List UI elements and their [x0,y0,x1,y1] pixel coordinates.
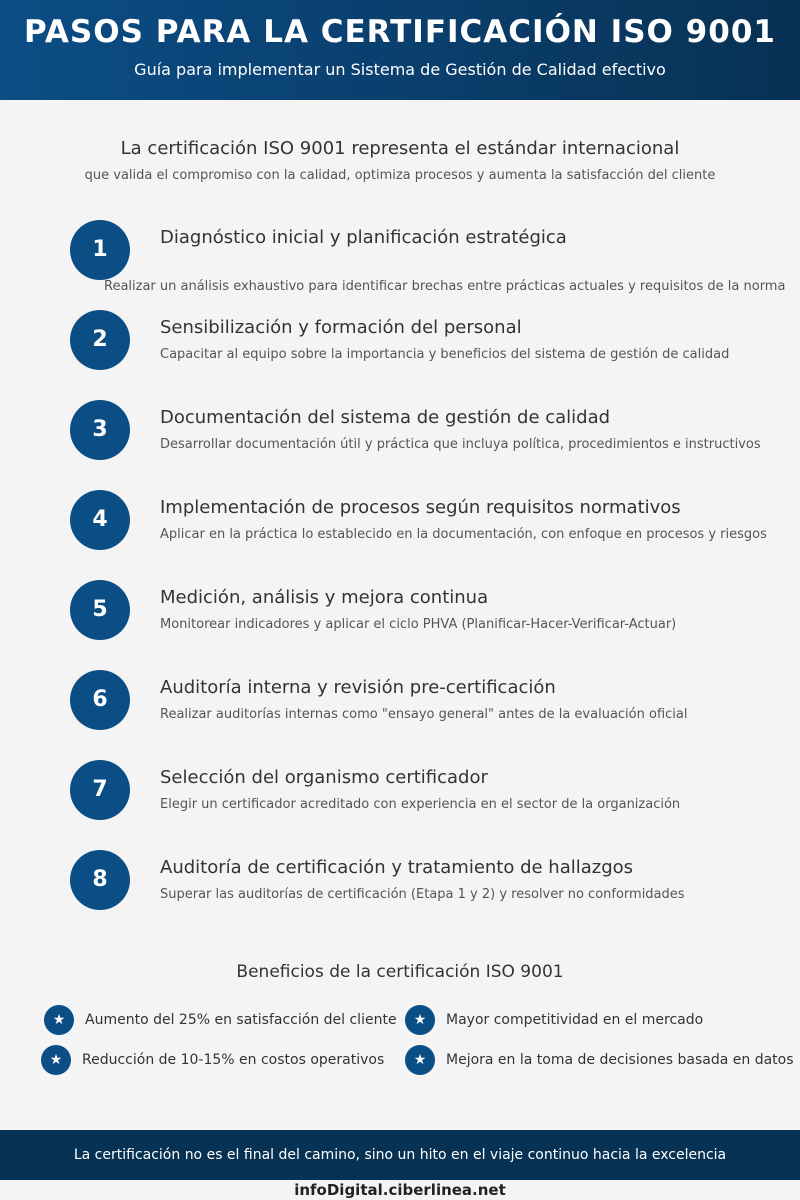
footer-banner: La certificación no es el final del camino, sino un hito en el viaje continuo hacia la excelencia [0,1130,800,1180]
step-description: Capacitar al equipo sobre la importancia y beneficios del sistema de gestión de calidad [160,347,730,362]
step-description: Desarrollar documentación útil y práctica que incluya política, procedimientos e instructivos [160,437,761,452]
step-title: Documentación del sistema de gestión de calidad [160,407,611,428]
star-icon: ★ [44,1005,74,1035]
benefit-text: Mayor competitividad en el mercado [446,1012,704,1028]
step-3 [0,400,800,480]
step-number-badge: 8 [70,850,130,910]
star-icon: ★ [405,1045,435,1075]
page-title: PASOS PARA LA CERTIFICACIÓN ISO 9001 [24,14,776,50]
step-description: Aplicar en la práctica lo establecido en la documentación, con enfoque en procesos y riesgos [160,527,767,542]
site-credit: infoDigital.ciberlinea.net [294,1181,506,1199]
step-title: Auditoría interna y revisión pre-certificación [160,677,556,698]
step-title: Selección del organismo certificador [160,767,488,788]
step-description: Monitorear indicadores y aplicar el ciclo PHVA (Planificar-Hacer-Verificar-Actuar) [160,617,677,632]
star-icon: ★ [41,1045,71,1075]
header-banner [0,0,800,100]
intro-heading: La certificación ISO 9001 representa el estándar internacional [120,138,680,159]
step-number-badge: 7 [70,760,130,820]
step-number-badge: 3 [70,400,130,460]
step-number-badge: 4 [70,490,130,550]
step-number-badge: 1 [70,220,130,280]
step-description: Superar las auditorías de certificación (Etapa 1 y 2) y resolver no conformidades [160,887,685,902]
step-description: Realizar un análisis exhaustivo para identificar brechas entre prácticas actuales y requisitos de la norma [104,279,786,294]
step-title: Auditoría de certificación y tratamiento de hallazgos [160,857,634,878]
benefits-heading: Beneficios de la certificación ISO 9001 [236,962,564,982]
star-icon: ★ [405,1005,435,1035]
benefit-text: Mejora en la toma de decisiones basada en datos [446,1052,794,1068]
step-1 [0,220,800,300]
step-6 [0,670,800,750]
intro-text: que valida el compromiso con la calidad, optimiza procesos y aumenta la satisfacción del cliente [84,168,716,183]
step-5 [0,580,800,660]
step-description: Elegir un certificador acreditado con experiencia en el sector de la organización [160,797,681,812]
page-subtitle: Guía para implementar un Sistema de Gestión de Calidad efectivo [134,60,666,79]
step-7 [0,760,800,840]
step-number-badge: 5 [70,580,130,640]
step-4 [0,490,800,570]
step-number-badge: 2 [70,310,130,370]
benefit-text: Reducción de 10-15% en costos operativos [82,1052,385,1068]
benefit-text: Aumento del 25% en satisfacción del cliente [85,1012,397,1028]
step-title: Medición, análisis y mejora continua [160,587,489,608]
step-title: Implementación de procesos según requisitos normativos [160,497,681,518]
step-title: Diagnóstico inicial y planificación estratégica [160,227,567,248]
step-8 [0,850,800,930]
step-2 [0,310,800,390]
step-number-badge: 6 [70,670,130,730]
step-description: Realizar auditorías internas como "ensayo general" antes de la evaluación oficial [160,707,688,722]
step-title: Sensibilización y formación del personal [160,317,522,338]
